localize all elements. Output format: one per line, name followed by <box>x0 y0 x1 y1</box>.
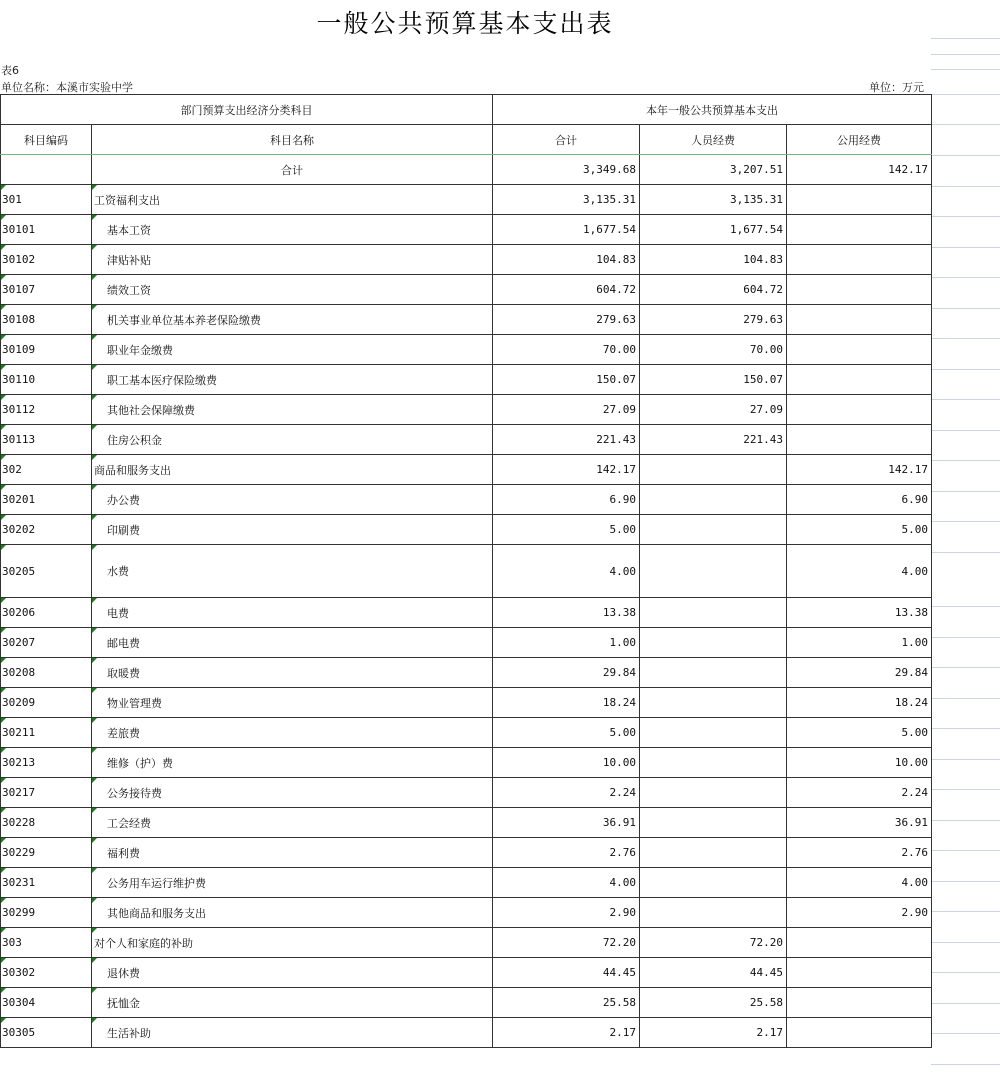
row-code: 30305 <box>1 1018 92 1048</box>
row-code: 30113 <box>1 425 92 455</box>
row-name: 办公费 <box>92 485 493 515</box>
row-personnel <box>640 718 787 748</box>
row-personnel: 2.17 <box>640 1018 787 1048</box>
total-label: 合计 <box>92 155 493 185</box>
row-code: 303 <box>1 928 92 958</box>
row-personnel <box>640 808 787 838</box>
row-total: 44.45 <box>493 958 640 988</box>
row-total: 10.00 <box>493 748 640 778</box>
row-total: 5.00 <box>493 515 640 545</box>
page-title: 一般公共预算基本支出表 <box>316 9 614 38</box>
row-personnel: 104.83 <box>640 245 787 275</box>
row-name: 职业年金缴费 <box>92 335 493 365</box>
table-row <box>1 365 932 395</box>
row-total: 25.58 <box>493 988 640 1018</box>
row-code: 30102 <box>1 245 92 275</box>
row-total: 36.91 <box>493 808 640 838</box>
row-public: 36.91 <box>787 808 932 838</box>
row-personnel <box>640 598 787 628</box>
row-name: 福利费 <box>92 838 493 868</box>
table-row <box>1 778 932 808</box>
row-name: 其他社会保障缴费 <box>92 395 493 425</box>
table-row <box>1 598 932 628</box>
row-total: 4.00 <box>493 868 640 898</box>
row-personnel <box>640 778 787 808</box>
row-name: 退休费 <box>92 958 493 988</box>
row-public: 13.38 <box>787 598 932 628</box>
table-row <box>1 425 932 455</box>
table-number: 表6 <box>1 64 19 77</box>
table-row <box>1 1018 932 1048</box>
row-personnel: 72.20 <box>640 928 787 958</box>
row-name: 机关事业单位基本养老保险缴费 <box>92 305 493 335</box>
row-name: 印刷费 <box>92 515 493 545</box>
row-total: 70.00 <box>493 335 640 365</box>
row-public: 2.76 <box>787 838 932 868</box>
row-name: 公务接待费 <box>92 778 493 808</box>
row-code: 30112 <box>1 395 92 425</box>
row-code: 30229 <box>1 838 92 868</box>
row-public <box>787 215 932 245</box>
table-row <box>1 688 932 718</box>
header-code: 科目编码 <box>1 125 92 155</box>
header-personnel: 人员经费 <box>640 125 787 155</box>
row-total: 1.00 <box>493 628 640 658</box>
row-code: 30109 <box>1 335 92 365</box>
row-code: 30304 <box>1 988 92 1018</box>
table-row <box>1 958 932 988</box>
row-name: 抚恤金 <box>92 988 493 1018</box>
row-code: 30302 <box>1 958 92 988</box>
table-row <box>1 928 932 958</box>
row-total: 27.09 <box>493 395 640 425</box>
row-code: 30208 <box>1 658 92 688</box>
row-code: 30209 <box>1 688 92 718</box>
row-personnel: 3,135.31 <box>640 185 787 215</box>
row-personnel <box>640 838 787 868</box>
row-total: 2.76 <box>493 838 640 868</box>
row-code: 30207 <box>1 628 92 658</box>
row-code: 301 <box>1 185 92 215</box>
total-personnel: 3,207.51 <box>640 155 787 185</box>
header-name: 科目名称 <box>92 125 493 155</box>
table-row <box>1 545 932 598</box>
row-public: 4.00 <box>787 545 932 598</box>
row-name: 工会经费 <box>92 808 493 838</box>
header-group-right: 本年一般公共预算基本支出 <box>493 95 932 125</box>
row-name: 取暖费 <box>92 658 493 688</box>
row-name: 住房公积金 <box>92 425 493 455</box>
row-personnel <box>640 868 787 898</box>
row-public <box>787 988 932 1018</box>
row-name: 生活补助 <box>92 1018 493 1048</box>
table-row <box>1 868 932 898</box>
row-total: 2.90 <box>493 898 640 928</box>
row-personnel <box>640 628 787 658</box>
row-total: 72.20 <box>493 928 640 958</box>
row-name: 差旅费 <box>92 718 493 748</box>
row-public <box>787 245 932 275</box>
row-code: 30201 <box>1 485 92 515</box>
row-code: 30101 <box>1 215 92 245</box>
table-row <box>1 275 932 305</box>
row-public: 18.24 <box>787 688 932 718</box>
sheet-gridlines <box>931 0 1000 1081</box>
table-row <box>1 808 932 838</box>
row-total: 604.72 <box>493 275 640 305</box>
row-name: 职工基本医疗保险缴费 <box>92 365 493 395</box>
row-code: 302 <box>1 455 92 485</box>
row-name: 电费 <box>92 598 493 628</box>
row-name: 商品和服务支出 <box>92 455 493 485</box>
row-personnel: 604.72 <box>640 275 787 305</box>
row-public: 4.00 <box>787 868 932 898</box>
row-personnel: 25.58 <box>640 988 787 1018</box>
row-public: 5.00 <box>787 718 932 748</box>
row-name: 邮电费 <box>92 628 493 658</box>
total-row <box>1 155 932 185</box>
row-personnel: 27.09 <box>640 395 787 425</box>
total-code-cell <box>1 155 92 185</box>
row-public <box>787 275 932 305</box>
row-code: 30299 <box>1 898 92 928</box>
table-row <box>1 718 932 748</box>
table-row <box>1 335 932 365</box>
table-row <box>1 245 932 275</box>
unit-label: 单位：万元 <box>869 81 924 94</box>
row-personnel <box>640 545 787 598</box>
row-personnel <box>640 658 787 688</box>
row-total: 279.63 <box>493 305 640 335</box>
row-total: 5.00 <box>493 718 640 748</box>
budget-table <box>0 94 932 1048</box>
row-public <box>787 1018 932 1048</box>
row-personnel <box>640 485 787 515</box>
header-public: 公用经费 <box>787 125 932 155</box>
row-total: 2.17 <box>493 1018 640 1048</box>
row-total: 150.07 <box>493 365 640 395</box>
row-public <box>787 395 932 425</box>
row-name: 基本工资 <box>92 215 493 245</box>
row-public: 2.90 <box>787 898 932 928</box>
header-total: 合计 <box>493 125 640 155</box>
table-row <box>1 988 932 1018</box>
row-personnel: 44.45 <box>640 958 787 988</box>
row-total: 4.00 <box>493 545 640 598</box>
row-total: 142.17 <box>493 455 640 485</box>
table-row <box>1 215 932 245</box>
row-total: 221.43 <box>493 425 640 455</box>
row-name: 水费 <box>92 545 493 598</box>
row-code: 30107 <box>1 275 92 305</box>
row-code: 30110 <box>1 365 92 395</box>
row-personnel: 150.07 <box>640 365 787 395</box>
row-public: 142.17 <box>787 455 932 485</box>
table-row <box>1 658 932 688</box>
row-name: 绩效工资 <box>92 275 493 305</box>
row-total: 3,135.31 <box>493 185 640 215</box>
row-public: 1.00 <box>787 628 932 658</box>
total-total: 3,349.68 <box>493 155 640 185</box>
table-row <box>1 748 932 778</box>
row-public <box>787 928 932 958</box>
row-code: 30202 <box>1 515 92 545</box>
header-group-left: 部门预算支出经济分类科目 <box>1 95 493 125</box>
row-total: 13.38 <box>493 598 640 628</box>
row-public: 2.24 <box>787 778 932 808</box>
table-row <box>1 455 932 485</box>
row-code: 30217 <box>1 778 92 808</box>
row-public: 10.00 <box>787 748 932 778</box>
row-code: 30211 <box>1 718 92 748</box>
row-name: 对个人和家庭的补助 <box>92 928 493 958</box>
row-total: 29.84 <box>493 658 640 688</box>
row-name: 工资福利支出 <box>92 185 493 215</box>
table-row <box>1 485 932 515</box>
row-total: 104.83 <box>493 245 640 275</box>
row-personnel <box>640 455 787 485</box>
row-code: 30206 <box>1 598 92 628</box>
row-public <box>787 958 932 988</box>
row-name: 其他商品和服务支出 <box>92 898 493 928</box>
total-public: 142.17 <box>787 155 932 185</box>
row-name: 维修（护）费 <box>92 748 493 778</box>
row-code: 30228 <box>1 808 92 838</box>
table-row <box>1 395 932 425</box>
unit-name: 单位名称：本溪市实验中学 <box>1 81 133 94</box>
row-public <box>787 365 932 395</box>
row-code: 30205 <box>1 545 92 598</box>
row-total: 2.24 <box>493 778 640 808</box>
row-personnel <box>640 688 787 718</box>
row-personnel <box>640 748 787 778</box>
row-total: 1,677.54 <box>493 215 640 245</box>
row-name: 津贴补贴 <box>92 245 493 275</box>
row-total: 6.90 <box>493 485 640 515</box>
table-row <box>1 838 932 868</box>
table-row <box>1 515 932 545</box>
row-personnel <box>640 515 787 545</box>
row-public <box>787 185 932 215</box>
header-row-group <box>1 95 932 125</box>
row-public: 29.84 <box>787 658 932 688</box>
table-row <box>1 898 932 928</box>
row-public <box>787 335 932 365</box>
row-personnel <box>640 898 787 928</box>
row-code: 30213 <box>1 748 92 778</box>
row-public: 6.90 <box>787 485 932 515</box>
header-row-columns <box>1 125 932 155</box>
table-row <box>1 305 932 335</box>
table-row <box>1 628 932 658</box>
row-personnel: 279.63 <box>640 305 787 335</box>
row-code: 30108 <box>1 305 92 335</box>
row-name: 物业管理费 <box>92 688 493 718</box>
row-name: 公务用车运行维护费 <box>92 868 493 898</box>
row-public <box>787 305 932 335</box>
row-total: 18.24 <box>493 688 640 718</box>
row-code: 30231 <box>1 868 92 898</box>
table-row <box>1 185 932 215</box>
row-personnel: 70.00 <box>640 335 787 365</box>
row-public <box>787 425 932 455</box>
row-public: 5.00 <box>787 515 932 545</box>
row-personnel: 221.43 <box>640 425 787 455</box>
row-personnel: 1,677.54 <box>640 215 787 245</box>
